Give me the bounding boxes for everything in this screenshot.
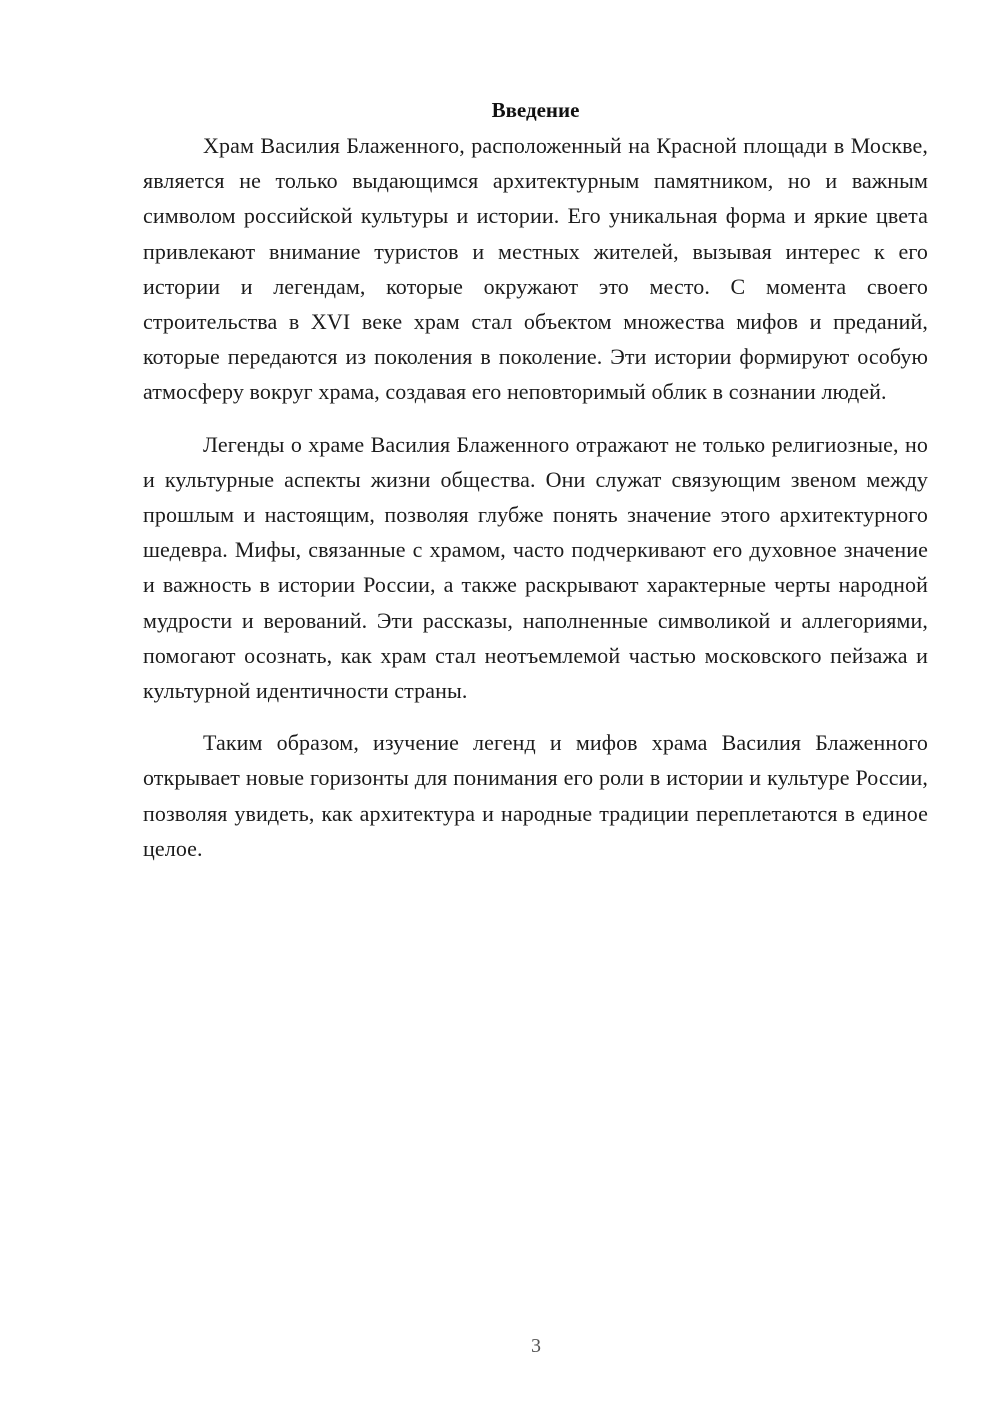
page-number: 3 [531, 1335, 541, 1357]
page-content [143, 96, 928, 883]
paragraph: Храм Василия Блаженного, расположенный на Красной площади в Москве, является не только выдающимся архитектурным памятником, но и важным символом российской культуры и истории. Его уникальная форма и яркие цвета привлекают внимание туристов и местных жителей, вызывая интерес к его истории и легендам, которые окружают это место. С момента своего строительства в XVI веке храм стал объектом множества мифов и преданий, которые передаются из поколения в поколение. Эти истории формируют особую атмосферу вокруг храма, создавая его неповторимый облик в сознании людей. [143, 133, 928, 405]
paragraph: Легенды о храме Василия Блаженного отражают не только религиозные, но и культурные аспекты жизни общества. Они служат связующим звеном между прошлым и настоящим, позволяя глубже понять значение этого архитектурного шедевра. Мифы, связанные с храмом, часто подчеркивают его духовное значение и важность в истории России, а также раскрывают характерные черты народной мудрости и верований. Эти рассказы, наполненные символикой и аллегориями, помогают осознать, как храм стал неотъемлемой частью московского пейзажа и культурной идентичности страны. [143, 431, 928, 704]
paragraph: Таким образом, изучение легенд и мифов храма Василия Блаженного открывает новые горизонты для понимания его роли в истории и культуре России, позволяя увидеть, как архитектура и народные традиции переплетаются в единое целое. [143, 730, 928, 861]
section-title: Введение [491, 98, 580, 122]
